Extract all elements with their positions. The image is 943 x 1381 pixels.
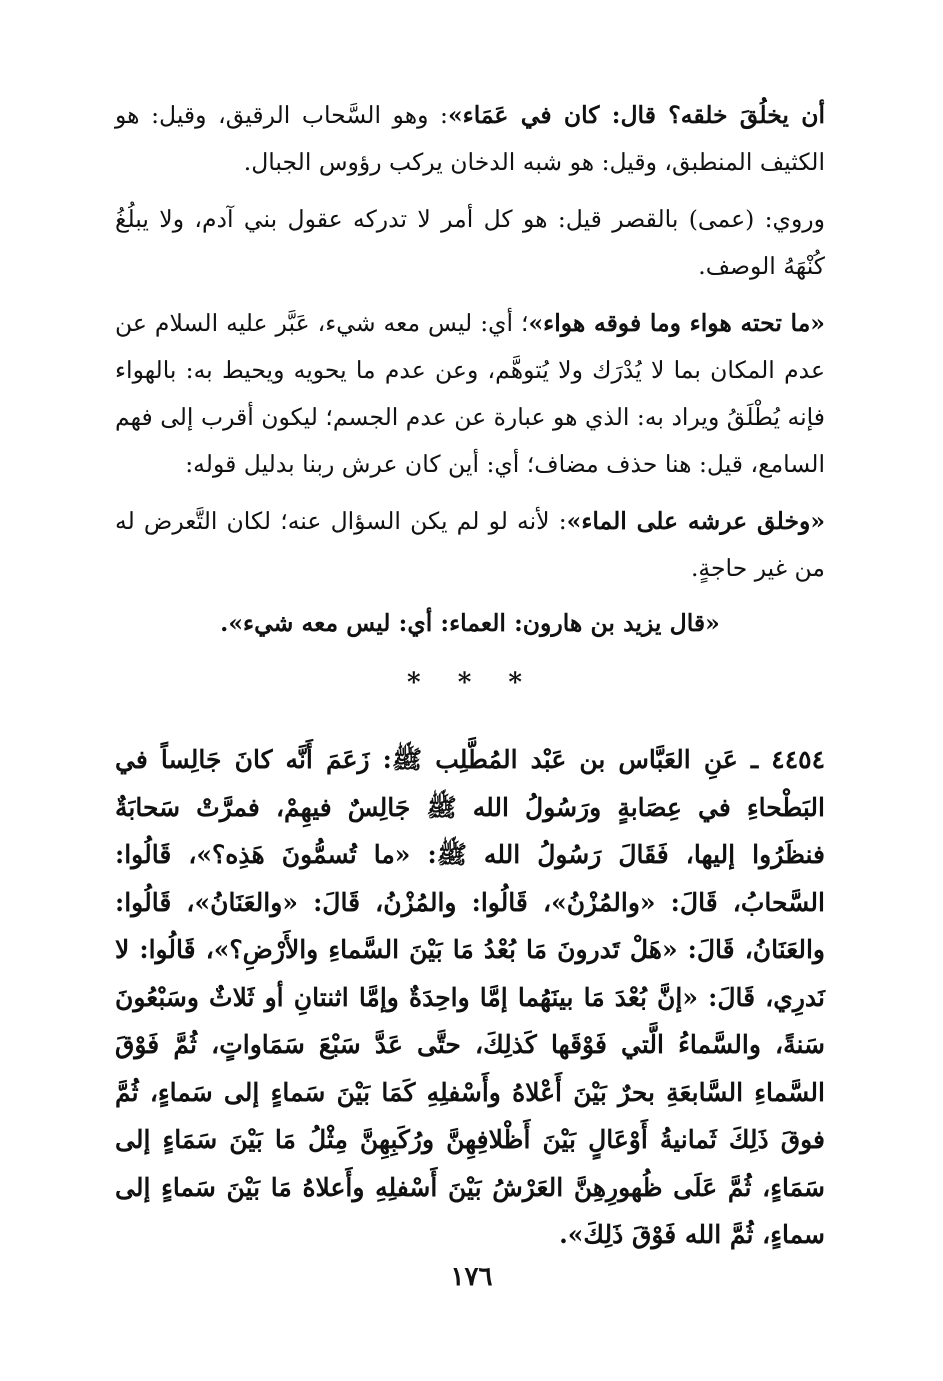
paragraph-1-text: : وهو السَّحاب الرقيق، وقيل: هو الكثيف المنطبق، وقيل: هو شبه الدخان يركب رؤوس الجبال. xyxy=(115,101,825,176)
page-number: ١٧٦ xyxy=(450,1262,493,1292)
paragraph-5-bold: «قال يزيد بن هارون: العماء: أي: ليس معه شيء». xyxy=(220,609,720,637)
hadith-text: ٤٤٥٤ ـ عَنِ العَبَّاس بن عَبْد المُطَّلِب ﷺ: زَعَمَ أَنَّه كانَ جَالِساً في البَطْحاءِ في عِصَابةٍ ورَسُولُ الله ﷺ جَالِسٌ فيهِمْ، فمرَّتْ سَحابَةٌ فنظَرُوا إليها، فَقَالَ رَسُولُ الله ﷺ: «ما تُسمُّونَ هَذِه؟»، قَالُوا: السَّحابُ، قَالَ: «والمُزْنُ»، قَالُوا: والمُزْنُ، قَالَ: «والعَنَانُ»، قَالُوا: والعَنَانُ، قَالَ: «هَلْ تَدرونَ مَا بُعْدُ مَا بَيْنَ السَّماءِ والأَرْضِ؟»، قَالُوا: لا نَدرِي، قَالَ: «إنَّ بُعْدَ مَا بينَهُما إمَّا واحِدَةٌ وإمَّا اثنتانِ أو ثَلاثٌ وسَبْعُونَ سَنةً، والسَّماءُ الَّتي فَوْقَها كَذلِكَ، حتَّى عَدَّ سَبْعَ سَمَاواتٍ، ثُمَّ فَوْقَ السَّماءِ السَّابعَةِ بحرٌ بَيْنَ أَعْلاهُ وأَسْفلِهِ كَمَا بَيْنَ سَماءٍ إلى سَماءٍ، ثُمَّ فوقَ ذَلِكَ ثَمانيةُ أَوْعَالٍ بَيْنَ أَظْلافِهِنَّ ورُكَبِهِنَّ مِثْلُ مَا بَيْنَ سَمَاءٍ إلى سَمَاءٍ، ثُمَّ عَلَى ظُهورِهِنَّ العَرْشُ بَيْنَ أَسْفلِهِ وأَعلاهُ مَا بَيْنَ سَماءٍ إلى سماءٍ، ثُمَّ الله فَوْقَ ذَلِكَ». xyxy=(115,745,825,1249)
paragraph-4-bold: «وخلق عرشه على الماء» xyxy=(566,507,826,535)
paragraph-3-bold: «ما تحته هواء وما فوقه هواء» xyxy=(528,309,825,337)
paragraph-4-text: : لأنه لو لم يكن السؤال عنه؛ لكان التَّعرض له من غير حاجةٍ. xyxy=(115,507,825,582)
paragraph-1-bold: أن يخلُقَ خلقه؟ قال: كان في عَمَاء» xyxy=(447,101,825,129)
section-separator: * * * xyxy=(407,668,536,698)
commentary-paragraph-4 xyxy=(115,498,825,592)
commentary-paragraph-1 xyxy=(115,92,825,186)
commentary-paragraph-2 xyxy=(115,196,825,290)
paragraph-2-text: وروي: (عمى) بالقصر قيل: هو كل أمر لا تدركه عقول بني آدم، ولا يبلُغُ كُنْهَهُ الوصف. xyxy=(115,205,825,280)
paragraph-3-text: ؛ أي: ليس معه شيء، عَبَّر عليه السلام عن عدم المكان بما لا يُدْرَك ولا يُتوهَّم، وعن عدم ما يحويه ويحيط به: بالهواء فإنه يُطْلَقُ ويراد به: الذي هو عبارة عن عدم الجسم؛ ليكون أقرب إلى فهم السامع، قيل: هنا حذف مضاف؛ أي: أين كان عرش ربنا بدليل قوله: xyxy=(115,309,825,478)
commentary-paragraph-3 xyxy=(115,300,825,488)
commentary-paragraph-5 xyxy=(115,600,825,647)
